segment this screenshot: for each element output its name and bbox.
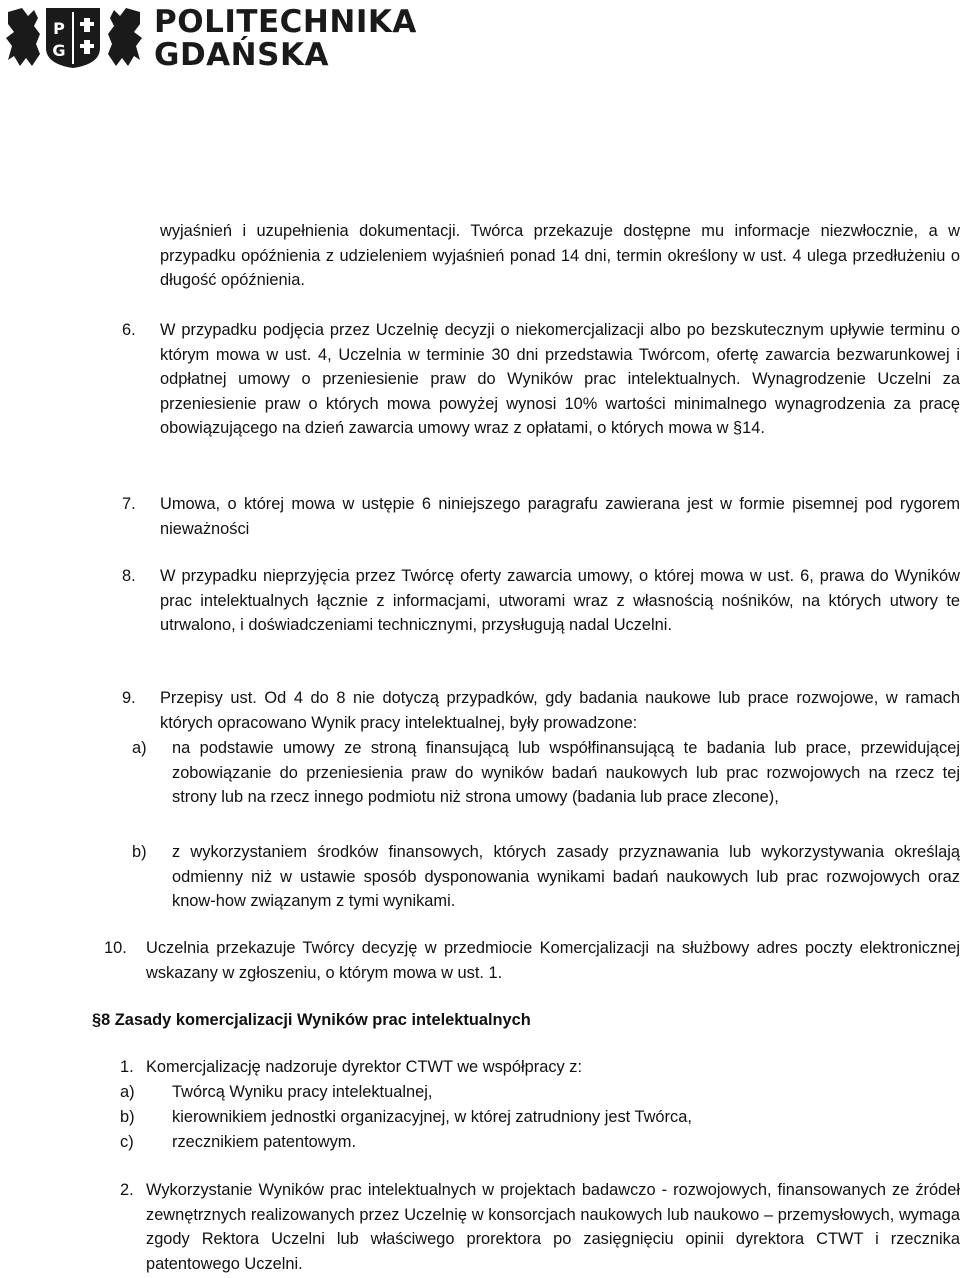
section-item-1b-label: b) (120, 1108, 135, 1126)
item-6-number: 6. (122, 321, 136, 339)
section-item-1-number: 1. (120, 1058, 134, 1076)
item-9a-text: na podstawie umowy ze stroną finansującą lub współfinansującą te badania lub prace, przewidującej zobowiązanie do przeniesienia praw do wyników badań naukowych lub prac rozwojowych na rzecz tej strony lub na rzecz innego podmiotu niż strona umowy (badania lub prace zlecone), (172, 739, 960, 806)
item-6-text: W przypadku podjęcia przez Uczelnię decyzji o niekomercjalizacji albo po bezskutecznym upływie terminu o którym mowa w ust. 4, Uczelnia w terminie 30 dni przedstawia Twórcom, ofertę zawarcia bezwarunkowej i odpłatnej umowy o przeniesienie praw do Wyników prac intelektualnych. Wynagrodzenie Uczelni za przeniesienie praw o których mowa powyżej wynosi 10% wartości minimalnego wynagrodzenia za pracę obowiązującego na dzień zawarcia umowy wraz z opłatami, o których mowa w §14. (160, 321, 960, 437)
item-8-text: W przypadku nieprzyjęcia przez Twórcę oferty zawarcia umowy, o której mowa w ust. 6, prawa do Wyników prac intelektualnych łącznie z informacjami, utworami wraz z własnością nośników, na których utwory te utrwalono, i doświadczeniami technicznymi, przysługują nadal Uczelni. (160, 567, 960, 634)
item-9-number: 9. (122, 689, 136, 707)
item-9-text: Przepisy ust. Od 4 do 8 nie dotyczą przypadków, gdy badania naukowe lub prace rozwojowe, w ramach których opracowano Wynik pracy intelektualnej, były prowadzone: (160, 689, 960, 732)
item-9a-label: a) (132, 739, 147, 757)
emblem-letter-p: P (53, 19, 65, 38)
intro-paragraph: wyjaśnień i uzupełnienia dokumentacji. Twórca przekazuje dostępne mu informacje niezwłocznie, a w przypadku opóźnienia z udzieleniem wyjaśnień ponad 14 dni, termin określony w ust. 4 ulega przedłużeniu o długość opóźnienia. (160, 222, 960, 289)
section-item-1b-text: kierownikiem jednostki organizacyjnej, w której zatrudniony jest Twórca, (172, 1108, 692, 1126)
item-10-text: Uczelnia przekazuje Twórcy decyzję w przedmiocie Komercjalizacji na służbowy adres poczty elektronicznej wskazany w zgłoszeniu, o którym mowa w ust. 1. (146, 939, 960, 982)
section-item-1a-text: Twórcą Wyniku pracy intelektualnej, (172, 1083, 433, 1101)
university-emblem-icon (4, 4, 144, 70)
item-7-text: Umowa, o której mowa w ustępie 6 niniejszego paragrafu zawierana jest w formie pisemnej pod rygorem nieważności (160, 495, 960, 538)
section-item-1-text: Komercjalizację nadzoruje dyrektor CTWT we współpracy z: (146, 1058, 583, 1076)
emblem-letter-g: G (52, 41, 66, 60)
logo-line-2: GDAŃSKA (154, 37, 329, 73)
page-header (4, 4, 484, 74)
section-item-1c-text: rzecznikiem patentowym. (172, 1133, 357, 1151)
logo-line-1: POLITECHNIKA (154, 4, 417, 40)
section-heading: §8 Zasady komercjalizacji Wyników prac intelektualnych (92, 1011, 531, 1029)
section-item-1c-label: c) (120, 1133, 134, 1151)
item-9b-label: b) (132, 843, 147, 861)
item-7-number: 7. (122, 495, 136, 513)
item-10-number: 10. (104, 939, 127, 957)
section-item-1a-label: a) (120, 1083, 135, 1101)
section-item-2-number: 2. (120, 1181, 134, 1199)
item-9b-text: z wykorzystaniem środków finansowych, których zasady przyznawania lub wykorzystywania określają odmienny niż w ustawie sposób dysponowania wynikami badań naukowych lub prac rozwojowych oraz know-how związanym z tymi wynikami. (172, 843, 960, 910)
item-8-number: 8. (122, 567, 136, 585)
section-item-2-text: Wykorzystanie Wyników prac intelektualnych w projektach badawczo - rozwojowych, finansowanych ze źródeł zewnętrznych realizowanych przez Uczelnię w konsorcjach naukowych lub naukowo – przemysłowych, wymaga zgody Rektora Uczelni lub właściwego prorektora po zasięgnięciu opinii dyrektora CTWT i rzecznika patentowego Uczelni. (146, 1181, 960, 1273)
university-logo-text (154, 6, 417, 72)
